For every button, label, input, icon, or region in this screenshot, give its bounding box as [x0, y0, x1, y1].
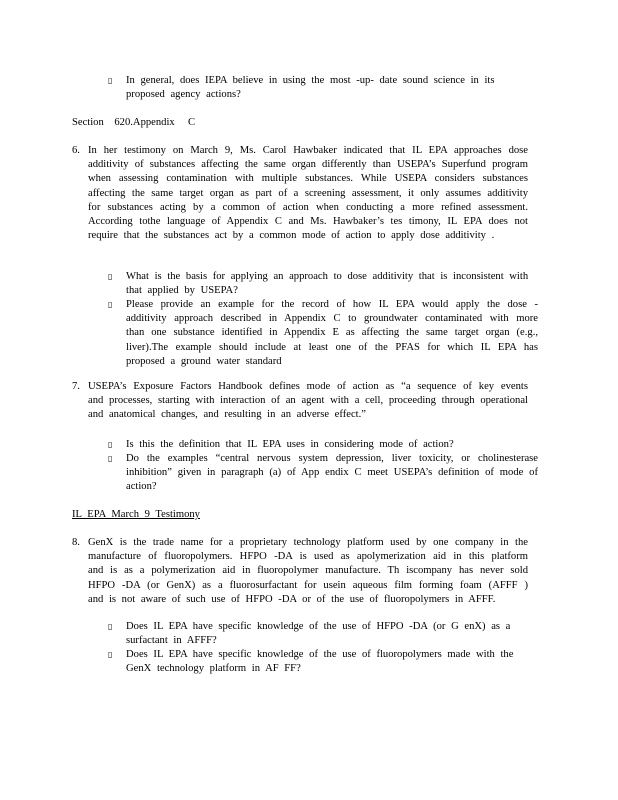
section-heading: Section 620.Appendix C	[72, 117, 196, 128]
bullet-text: Does IL EPA have specific knowledge of the use of fluoropolymers made with the GenX technology platform in AF FF?	[126, 649, 514, 675]
item-text: In her testimony on March 9, Ms. Carol Hawbaker indicated that IL EPA approaches dose additivity of substances affecting the same organ differently than USEPA’s Superfund program when assessing contamination with multiple substances. While USEPA considers substances affecting the same target organ as part of a screening assessment, it only assumes additivity for substances acting by a common of action when conducting a more refined assessment. According tothe language of Appendix C and Ms. Hawbaker’s tes timony, IL EPA does not require that the substances act by a common mode of action to apply dose additivity .	[88, 145, 528, 242]
bullet-glyph: ▯	[108, 76, 113, 85]
numbered-item-6	[72, 144, 528, 243]
bullet-glyph: ▯	[108, 300, 113, 309]
numbered-item-7	[72, 380, 528, 423]
bullet-glyph: ▯	[108, 440, 113, 449]
bullet-text: Do the examples “central nervous system depression, liver toxicity, or cholinesterase inhibition” given in paragraph (a) of App endix C meet USEPA’s definition of mode of action?	[126, 453, 538, 493]
item-number: 6.	[72, 145, 80, 156]
bullet-glyph: ▯	[108, 650, 113, 659]
bullet-text: Is this the definition that IL EPA uses in considering mode of action?	[126, 439, 454, 450]
testimony-heading: IL EPA March 9 Testimony	[72, 509, 200, 520]
item-text: GenX is the trade name for a proprietary technology platform used by one company in the manufacture of fluoropolymers. HFPO -DA is used as apolymerization aid in this platform and is as a polymerization aid in fluoropolymer manufacture. Th iscompany has never sold HFPO -DA (or GenX) as a fluorosurfactant for usein aqueous film forming foam (AFFF ) and is not aware of such use of HFPO -DA or of the use of fluoropolymers in AFFF.	[88, 537, 528, 605]
bullet-item	[108, 74, 538, 102]
bullet-text: Please provide an example for the record of how IL EPA would apply the dose - additivity approach described in Appendix C to groundwater contaminated with more than one substance identified in Appendix E as affecting the same target organ (e.g., liver).The example should include at least one of the PFAS for which IL EPA has proposed a ground water standard	[126, 299, 538, 367]
bullet-text: In general, does IEPA believe in using the most -up- date sound science in its proposed agency actions?	[126, 75, 495, 101]
bullet-item	[108, 270, 538, 298]
numbered-item-8	[72, 536, 528, 607]
item-number: 8.	[72, 537, 80, 548]
bullet-item	[108, 298, 538, 369]
item-text: USEPA’s Exposure Factors Handbook defines mode of action as “a sequence of key events and processes, starting with interaction of an agent with a cell, proceeding through operational and anatomical changes, and resulting in an adverse effect.”	[88, 381, 528, 421]
bullet-item	[108, 438, 538, 452]
bullet-text: What is the basis for applying an approach to dose additivity that is inconsistent with that applied by USEPA?	[126, 271, 529, 297]
bullet-item	[108, 620, 538, 648]
bullet-item	[108, 452, 538, 495]
item-number: 7.	[72, 381, 80, 392]
bullet-glyph: ▯	[108, 622, 113, 631]
bullet-item	[108, 648, 538, 676]
bullet-glyph: ▯	[108, 454, 113, 463]
bullet-text: Does IL EPA have specific knowledge of the use of HFPO -DA (or G enX) as a surfactant in AFFF?	[126, 621, 511, 647]
bullet-glyph: ▯	[108, 272, 113, 281]
